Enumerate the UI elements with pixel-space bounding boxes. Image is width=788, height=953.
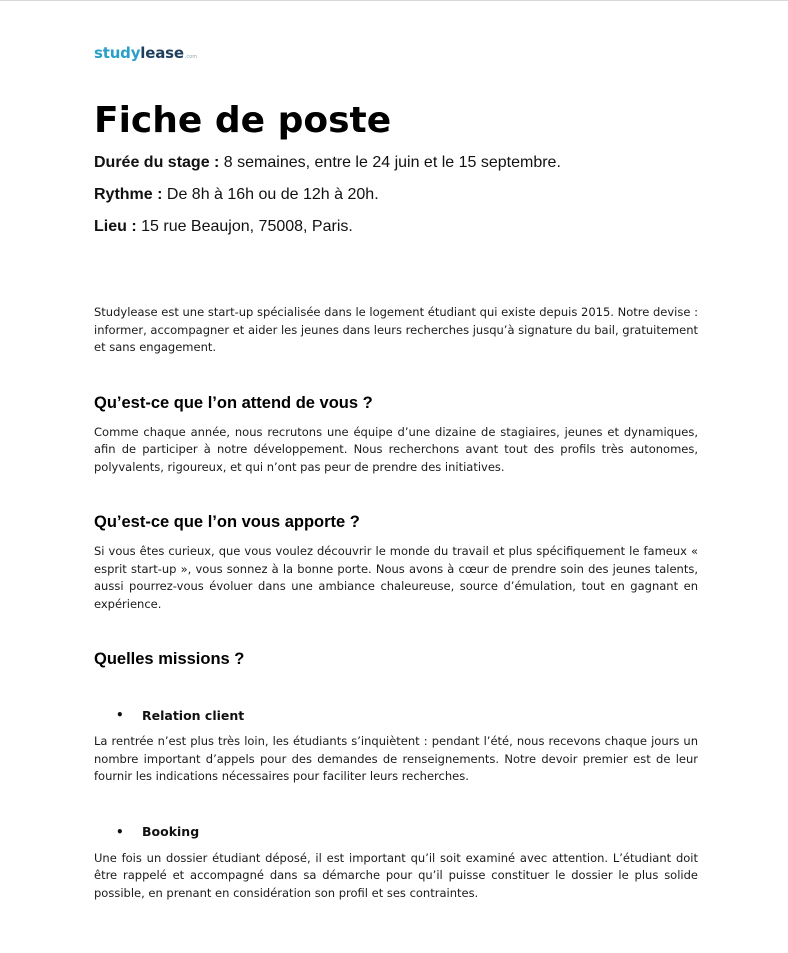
- section-text-expectations: Comme chaque année, nous recrutons une équipe d’une dizaine de stagiaires, jeunes et dynamiques, afin de participer à notre développement. Nous recherchons avant tout des profils très autonomes, polyvalents, rigoureux, et qui n’ont pas peur de prendre des initiatives.: [94, 424, 698, 474]
- document-page: [94, 44, 698, 902]
- mission-item-relation-client: [116, 706, 698, 724]
- meta-duration-label: Durée du stage :: [94, 154, 220, 171]
- bullet-icon: •: [116, 708, 124, 722]
- meta-rhythm: [94, 185, 698, 205]
- meta-duration-value: 8 semaines, entre le 24 juin et le 15 septembre.: [219, 154, 561, 171]
- meta-rhythm-value: De 8h à 16h ou de 12h à 20h.: [162, 186, 379, 203]
- meta-duration: [94, 153, 698, 173]
- logo-text-lease: lease: [140, 44, 184, 62]
- mission-item-booking: [116, 823, 698, 841]
- mission-title: Relation client: [142, 707, 245, 723]
- top-border: [0, 0, 788, 1]
- page-title: Fiche de poste: [94, 100, 392, 141]
- logo-text-study: study: [94, 44, 141, 62]
- mission-text-relation-client: La rentrée n’est plus très loin, les étudiants s’inquiètent : pendant l’été, nous recevons chaque jours un nombre important d’appels pour des demandes de renseignements. Notre devoir premier est de leur fournir les indications nécessaires pour faciliter leurs recherches.: [94, 734, 698, 783]
- section-text-benefits: Si vous êtes curieux, que vous voulez découvrir le monde du travail et plus spécifiquement le fameux « esprit start-up », vous sonnez à la bonne porte. Nous avons à cœur de prendre soin des jeunes talents, aussi pourrez-vous évoluer dans une ambiance chaleureuse, source d’émulation, tout en gagnant en expérience.: [94, 544, 698, 611]
- logo-text-com: .com: [184, 54, 198, 60]
- section-heading-benefits: Qu’est-ce que l’on vous apporte ?: [94, 513, 360, 531]
- intro-paragraph: Studylease est une start-up spécialisée dans le logement étudiant qui existe depuis 2015. Notre devise : informer, accompagner et aider les jeunes dans leurs recherches jusqu’à signature du bail, gratuitement et sans engagement.: [94, 305, 698, 354]
- meta-location-value: 15 rue Beaujon, 75008, Paris.: [136, 218, 353, 235]
- meta-rhythm-label: Rythme :: [94, 186, 163, 203]
- section-heading-expectations: Qu’est-ce que l’on attend de vous ?: [94, 393, 373, 412]
- bullet-icon: •: [116, 824, 124, 839]
- studylease-logo: [94, 44, 698, 66]
- section-heading-missions: Quelles missions ?: [94, 650, 245, 668]
- mission-text-booking: Une fois un dossier étudiant déposé, il est important qu’il soit examiné avec attention. L’étudiant doit être rappelé et accompagné dans sa démarche pour qu’il puisse constituer le dossier le plus solide possible, en prenant en considération son profil et ses contraintes.: [94, 850, 698, 900]
- meta-location-label: Lieu :: [94, 218, 137, 235]
- mission-title: Booking: [142, 824, 200, 839]
- meta-location: [94, 217, 698, 237]
